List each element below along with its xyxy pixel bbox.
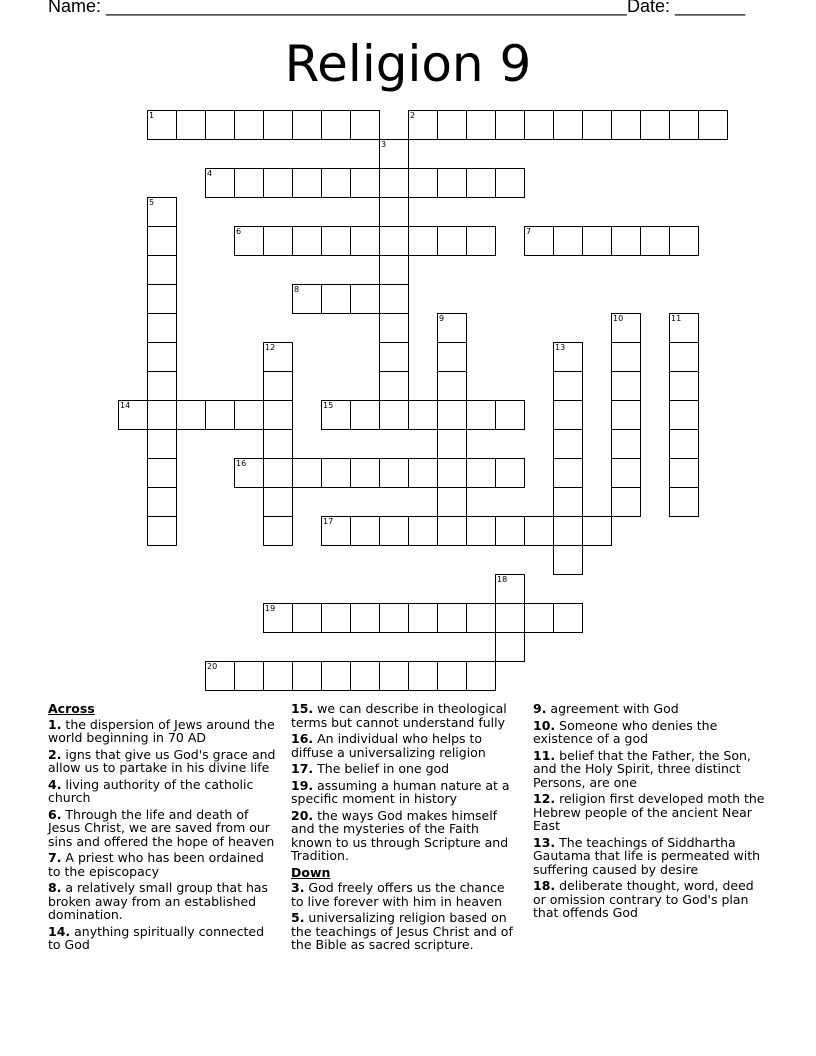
grid-cell[interactable] [524, 516, 554, 546]
clue-number-label: 2. [48, 746, 62, 762]
clue-number: 4 [207, 169, 213, 178]
clue-number: 12 [265, 343, 276, 352]
grid-cell[interactable] [292, 284, 322, 314]
grid-cell[interactable] [350, 226, 380, 256]
clue-number-label: 10. [533, 717, 556, 733]
grid-cell[interactable] [321, 516, 351, 546]
clue-number: 7 [526, 227, 532, 236]
grid-cell[interactable] [437, 400, 467, 430]
grid-cell[interactable] [495, 400, 525, 430]
clue-number-label: 8. [48, 880, 62, 895]
clue-item [291, 911, 521, 952]
grid-cell[interactable] [669, 487, 699, 517]
grid-cell[interactable] [263, 487, 293, 517]
grid-cell[interactable] [669, 429, 699, 459]
grid-cell[interactable] [176, 110, 206, 140]
grid-cell[interactable] [379, 139, 409, 169]
grid-cell[interactable] [147, 400, 177, 430]
grid-cell[interactable] [437, 168, 467, 198]
clue-item [48, 808, 276, 849]
grid-cell[interactable] [292, 661, 322, 691]
clue-text: universalizing religion based on the teachings of Jesus Christ and of the Bible as sacred scripture. [291, 910, 513, 952]
clue-item [533, 836, 768, 877]
grid-cell[interactable] [321, 226, 351, 256]
grid-cell[interactable] [205, 661, 235, 691]
clue-number: 6 [236, 227, 242, 236]
grid-cell[interactable] [147, 226, 177, 256]
grid-cell[interactable] [350, 458, 380, 488]
grid-cell[interactable] [640, 110, 670, 140]
grid-cell[interactable] [234, 458, 264, 488]
grid-cell[interactable] [553, 545, 583, 575]
clue-number-label: 9. [533, 701, 547, 716]
clue-text: God freely offers us the chance to live forever with him in heaven [291, 880, 505, 909]
clue-text: assuming a human nature at a specific moment in history [291, 777, 510, 806]
grid-cell[interactable] [263, 110, 293, 140]
grid-cell[interactable] [640, 226, 670, 256]
grid-cell[interactable] [582, 226, 612, 256]
grid-cell[interactable] [379, 661, 409, 691]
clue-item [533, 792, 768, 833]
grid-cell[interactable] [669, 342, 699, 372]
clue-number-label: 1. [48, 716, 62, 732]
grid-cell[interactable] [495, 458, 525, 488]
clue-item [291, 779, 521, 806]
grid-cell[interactable] [147, 313, 177, 343]
grid-cell[interactable] [611, 400, 641, 430]
grid-cell[interactable] [437, 458, 467, 488]
name-field[interactable] [48, 0, 627, 17]
grid-cell[interactable] [321, 400, 351, 430]
grid-cell[interactable] [669, 110, 699, 140]
grid-cell[interactable] [611, 458, 641, 488]
clue-text: anything spiritually connected to God [48, 923, 265, 952]
clue-item [291, 881, 521, 908]
grid-cell[interactable] [263, 226, 293, 256]
grid-cell[interactable] [669, 313, 699, 343]
grid-cell[interactable] [147, 342, 177, 372]
clue-number-label: 7. [48, 850, 62, 865]
grid-cell[interactable] [147, 255, 177, 285]
grid-cell[interactable] [466, 516, 496, 546]
grid-cell[interactable] [234, 168, 264, 198]
clue-number-label: 17. [291, 761, 314, 776]
date-label: Date: [627, 0, 676, 16]
grid-cell[interactable] [437, 429, 467, 459]
grid-cell[interactable] [321, 458, 351, 488]
grid-cell[interactable] [437, 603, 467, 633]
clue-text: the ways God makes himself and the mysteries of the Faith known to us through Scripture and Tradition. [291, 807, 509, 863]
name-line: ____________________________________________________ [106, 0, 627, 16]
grid-cell[interactable] [408, 400, 438, 430]
grid-cell[interactable] [437, 371, 467, 401]
clue-text: The teachings of Siddhartha Gautama that life is permeated with suffering caused by desire [533, 834, 761, 877]
grid-cell[interactable] [234, 110, 264, 140]
grid-cell[interactable] [408, 603, 438, 633]
grid-cell[interactable] [669, 400, 699, 430]
clue-item [533, 749, 768, 790]
clue-column-1 [48, 702, 276, 955]
grid-cell[interactable] [379, 371, 409, 401]
clue-text: the dispersion of Jews around the world beginning in 70 AD [48, 716, 275, 745]
grid-cell[interactable] [118, 400, 148, 430]
clue-number-label: 19. [291, 777, 314, 793]
grid-cell[interactable] [524, 603, 554, 633]
clue-text: living authority of the catholic church [48, 776, 254, 805]
grid-cell[interactable] [176, 400, 206, 430]
clue-item [48, 881, 276, 922]
grid-cell[interactable] [379, 255, 409, 285]
grid-cell[interactable] [147, 371, 177, 401]
clue-number: 1 [149, 111, 155, 120]
grid-cell[interactable] [234, 661, 264, 691]
grid-cell[interactable] [234, 400, 264, 430]
clue-item [48, 748, 276, 775]
clue-number: 8 [294, 285, 300, 294]
clue-number-label: 18. [533, 878, 556, 893]
grid-cell[interactable] [611, 342, 641, 372]
clue-number-label: 16. [291, 731, 314, 746]
grid-cell[interactable] [263, 342, 293, 372]
grid-cell[interactable] [408, 458, 438, 488]
grid-cell[interactable] [611, 110, 641, 140]
grid-cell[interactable] [437, 342, 467, 372]
grid-cell[interactable] [263, 400, 293, 430]
clue-text: deliberate thought, word, deed or omission contrary to God's plan that offends God [533, 878, 754, 920]
grid-cell[interactable] [292, 168, 322, 198]
down-clue-list-continued [533, 702, 768, 920]
grid-cell[interactable] [379, 168, 409, 198]
grid-cell[interactable] [147, 197, 177, 227]
clue-text: An individual who helps to diffuse a universalizing religion [291, 731, 486, 760]
clue-number: 17 [323, 517, 334, 526]
clue-item [533, 719, 768, 746]
clue-number-label: 14. [48, 923, 71, 939]
clue-number: 19 [265, 604, 276, 613]
grid-cell[interactable] [669, 226, 699, 256]
clue-item [291, 762, 521, 776]
grid-cell[interactable] [495, 574, 525, 604]
grid-cell[interactable] [495, 632, 525, 662]
grid-cell[interactable] [524, 226, 554, 256]
grid-cell[interactable] [437, 226, 467, 256]
date-line: _______ [675, 0, 746, 16]
grid-cell[interactable] [379, 284, 409, 314]
grid-cell[interactable] [147, 487, 177, 517]
grid-cell[interactable] [611, 226, 641, 256]
grid-cell[interactable] [437, 487, 467, 517]
clue-number-label: 12. [533, 791, 556, 806]
grid-cell[interactable] [408, 661, 438, 691]
grid-cell[interactable] [408, 226, 438, 256]
clue-item [48, 718, 276, 745]
grid-cell[interactable] [350, 168, 380, 198]
grid-cell[interactable] [669, 458, 699, 488]
grid-cell[interactable] [582, 110, 612, 140]
grid-cell[interactable] [379, 603, 409, 633]
grid-cell[interactable] [234, 226, 264, 256]
clue-number-label: 3. [291, 880, 305, 895]
grid-cell[interactable] [147, 516, 177, 546]
clue-number: 11 [671, 314, 682, 323]
grid-cell[interactable] [437, 661, 467, 691]
grid-cell[interactable] [466, 603, 496, 633]
grid-cell[interactable] [350, 661, 380, 691]
grid-cell[interactable] [466, 168, 496, 198]
clue-number: 5 [149, 198, 155, 207]
across-clue-list [48, 718, 276, 952]
clue-number: 2 [410, 111, 416, 120]
grid-cell[interactable] [321, 284, 351, 314]
grid-cell[interactable] [553, 458, 583, 488]
grid-cell[interactable] [350, 400, 380, 430]
clue-column-2 [291, 702, 521, 955]
grid-cell[interactable] [553, 487, 583, 517]
grid-cell[interactable] [553, 342, 583, 372]
clue-number: 14 [120, 401, 131, 410]
grid-cell[interactable] [524, 110, 554, 140]
grid-cell[interactable] [611, 371, 641, 401]
grid-cell[interactable] [495, 168, 525, 198]
grid-cell[interactable] [553, 371, 583, 401]
grid-cell[interactable] [292, 226, 322, 256]
clue-number-label: 20. [291, 807, 314, 823]
grid-cell[interactable] [495, 110, 525, 140]
grid-cell[interactable] [292, 603, 322, 633]
grid-cell[interactable] [495, 516, 525, 546]
clue-number: 16 [236, 459, 247, 468]
grid-cell[interactable] [350, 603, 380, 633]
clue-text: we can describe in theological terms but cannot understand fully [291, 701, 507, 730]
grid-cell[interactable] [263, 603, 293, 633]
clue-number-label: 13. [533, 834, 556, 850]
clue-number: 9 [439, 314, 445, 323]
worksheet-header [48, 0, 748, 20]
grid-cell[interactable] [466, 661, 496, 691]
grid-cell[interactable] [553, 400, 583, 430]
grid-cell[interactable] [466, 458, 496, 488]
clue-number: 18 [497, 575, 508, 584]
grid-cell[interactable] [611, 313, 641, 343]
clue-item [533, 879, 768, 920]
grid-cell[interactable] [205, 110, 235, 140]
grid-cell[interactable] [350, 110, 380, 140]
across-clue-list-continued [291, 702, 521, 863]
grid-cell[interactable] [147, 458, 177, 488]
clue-text: religion first developed moth the Hebrew people of the ancient Near East [533, 791, 765, 833]
grid-cell[interactable] [553, 603, 583, 633]
grid-cell[interactable] [379, 197, 409, 227]
grid-cell[interactable] [466, 110, 496, 140]
date-field[interactable] [627, 0, 745, 17]
grid-cell[interactable] [379, 458, 409, 488]
grid-cell[interactable] [553, 516, 583, 546]
grid-cell[interactable] [408, 168, 438, 198]
grid-cell[interactable] [263, 371, 293, 401]
clue-text: The belief in one god [313, 761, 450, 776]
grid-cell[interactable] [147, 284, 177, 314]
clue-text: igns that give us God's grace and allow us to partake in his divine life [48, 746, 276, 775]
clue-item [291, 809, 521, 863]
down-heading: Down [291, 864, 331, 880]
grid-cell[interactable] [263, 458, 293, 488]
clue-number: 3 [381, 140, 387, 149]
clue-item [291, 702, 521, 729]
grid-cell[interactable] [553, 429, 583, 459]
clue-text: Someone who denies the existence of a god [533, 717, 718, 746]
clue-item [291, 732, 521, 759]
grid-cell[interactable] [379, 342, 409, 372]
grid-cell[interactable] [379, 516, 409, 546]
clue-text: belief that the Father, the Son, and the Holy Spirit, three distinct Persons, are one [533, 747, 751, 790]
grid-cell[interactable] [437, 110, 467, 140]
grid-cell[interactable] [350, 284, 380, 314]
clue-number: 15 [323, 401, 334, 410]
grid-cell[interactable] [321, 603, 351, 633]
grid-cell[interactable] [379, 226, 409, 256]
clue-number-label: 5. [291, 910, 305, 925]
grid-cell[interactable] [582, 516, 612, 546]
clue-number-label: 4. [48, 776, 62, 792]
grid-cell[interactable] [379, 400, 409, 430]
grid-cell[interactable] [379, 313, 409, 343]
across-heading: Across [48, 701, 95, 716]
down-clue-list [291, 881, 521, 952]
clue-text: agreement with God [546, 701, 679, 716]
grid-cell[interactable] [321, 661, 351, 691]
grid-cell[interactable] [263, 429, 293, 459]
grid-cell[interactable] [408, 110, 438, 140]
grid-cell[interactable] [437, 313, 467, 343]
grid-cell[interactable] [321, 110, 351, 140]
grid-cell[interactable] [292, 458, 322, 488]
clue-number-label: 6. [48, 806, 62, 822]
page-title: Religion 9 [284, 35, 532, 93]
clue-number-label: 11. [533, 747, 556, 763]
grid-cell[interactable] [205, 400, 235, 430]
grid-cell[interactable] [466, 400, 496, 430]
name-label: Name: [48, 0, 107, 16]
clue-item [48, 851, 276, 878]
grid-cell[interactable] [350, 516, 380, 546]
clue-number: 20 [207, 662, 218, 671]
grid-cell[interactable] [553, 110, 583, 140]
clue-number-label: 15. [291, 701, 314, 716]
grid-cell[interactable] [669, 371, 699, 401]
clue-item [48, 925, 276, 952]
clue-item [533, 702, 768, 716]
grid-cell[interactable] [321, 168, 351, 198]
grid-cell[interactable] [147, 110, 177, 140]
grid-cell[interactable] [553, 226, 583, 256]
grid-cell[interactable] [408, 516, 438, 546]
clue-number: 10 [613, 314, 624, 323]
grid-cell[interactable] [611, 429, 641, 459]
grid-cell[interactable] [263, 168, 293, 198]
grid-cell[interactable] [437, 516, 467, 546]
grid-cell[interactable] [292, 110, 322, 140]
grid-cell[interactable] [147, 429, 177, 459]
clue-item [48, 778, 276, 805]
grid-cell[interactable] [698, 110, 728, 140]
clue-number: 13 [555, 343, 566, 352]
grid-cell[interactable] [611, 487, 641, 517]
clue-column-3 [533, 702, 768, 923]
grid-cell[interactable] [205, 168, 235, 198]
clue-text: A priest who has been ordained to the episcopacy [48, 850, 264, 879]
grid-cell[interactable] [263, 516, 293, 546]
grid-cell[interactable] [495, 603, 525, 633]
clue-text: a relatively small group that has broken away from an established domination. [48, 880, 269, 922]
grid-cell[interactable] [466, 226, 496, 256]
grid-cell[interactable] [263, 661, 293, 691]
clue-text: Through the life and death of Jesus Christ, we are saved from our sins and offered the hope of heaven [48, 806, 275, 849]
